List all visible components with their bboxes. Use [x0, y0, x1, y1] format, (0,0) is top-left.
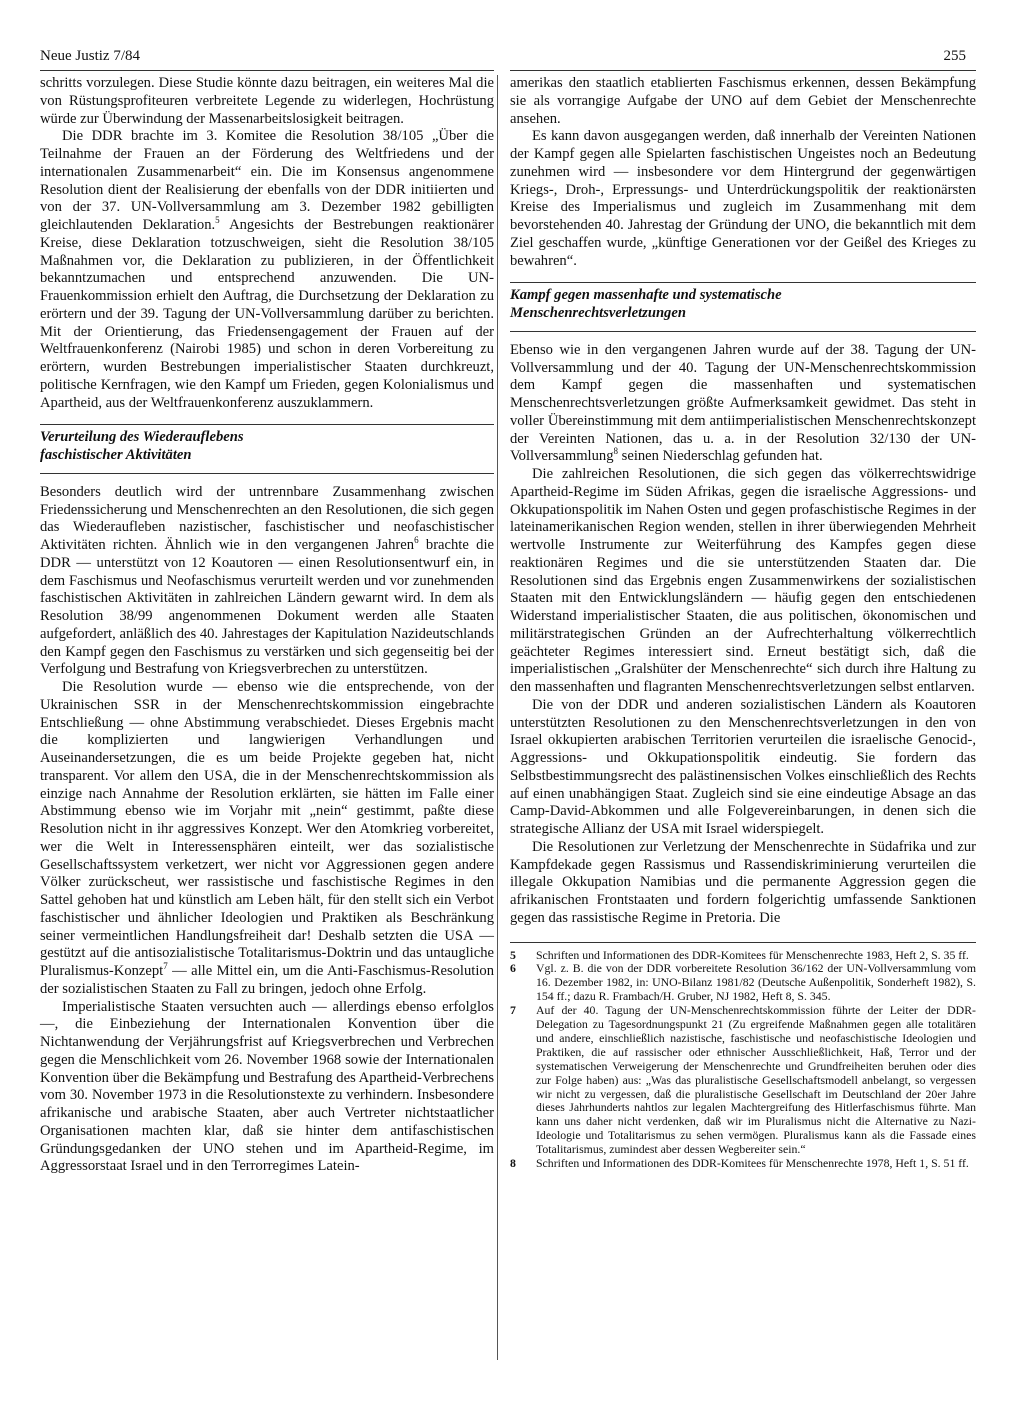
- text-run: — alle Mittel ein, um die Anti-Faschismus-Resolution der sozialistischen Staaten zu Fall zu bringen, jedoch ohne Erfolg.: [40, 963, 494, 997]
- heading-line: faschistischer Aktivitäten: [40, 447, 192, 463]
- footnote-ref[interactable]: 5: [215, 215, 220, 226]
- footnote-ref[interactable]: 7: [163, 961, 168, 972]
- paragraph: [40, 484, 494, 679]
- footnote-ref[interactable]: 6: [414, 535, 419, 546]
- paragraph: Die zahlreichen Resolutionen, die sich gegen das völkerrechtswidrige Apartheid-Regime im Süden Afrikas, gegen die israelische Aggressions- und Okkupationspolitik im Nahen Osten und gegen profaschistische Regimes in der lateinamerikanischen Region wenden, stellen in ihrer überwiegenden Mehrheit wertvolle Instrumente zur Weiterführung des Kampfes gegen diese reaktionären Regimes und die sie unterstützenden Staaten dar. Die Resolutionen sind das Ergebnis engen Zusammenwirkens der sozialistischen Staaten mit den Entwicklungsländern — häufig gegen den entschiedenen Widerstand imperialistischer Staaten, die aus politischen, ökonomischen und militärstrategischen Gründen an der Aufrechterhaltung völkerrechtlich geächteter Regimes interessiert sind. Erneut bestätigt sich, daß die imperialistischen „Gralshüter der Menschenrechte“ sich durch ihre Haltung zu den massenhaften und flagranten Menschenrechtsverletzungen selbst entlarven.: [510, 466, 976, 695]
- header-rule-right: [510, 70, 976, 71]
- page-number: 255: [943, 48, 966, 64]
- footnote-ref[interactable]: 8: [613, 446, 619, 457]
- paragraph: [40, 128, 494, 412]
- heading-line: Kampf gegen massenhafte und systematische: [510, 287, 782, 304]
- column-divider: [497, 75, 498, 1360]
- text-run: Ebenso wie in den vergangenen Jahren wurde auf der 38. Tagung der UN-Vollversammlung und der 40. Tagung der UN-Menschenrechtskommission dem Kampf gegen die massenhaften und systematischen Menschenrechtsverletzungen größte Aufmerksamkeit gewidmet. Das steht in voller Übereinstimmung mit dem antiimperialistischen Menschenrechtskonzept der Vereinten Nationen, das u. a. in der Resolution 32/130 der UN-Vollversammlung: [510, 341, 976, 465]
- paragraph: Die Resolutionen zur Verletzung der Menschenrechte in Südafrika und zur Kampfdekade gegen Rassismus und Rassendiskriminierung verurteilen die illegale Okkupation Namibias und die permanente Aggression gegen die afrikanischen Frontstaaten und fordern folgerichtig umfassende Sanktionen gegen das rassistische Regime in Pretoria. Die: [510, 838, 976, 926]
- section-heading: [40, 424, 494, 474]
- paragraph: schritts vorzulegen. Diese Studie könnte dazu beitragen, ein weiteres Mal die von Rüstungsprofiteuren verbreitete Legende zu widerlegen, Hochrüstung würde zur Überwindung der Massenarbeitslosigkeit beitragen.: [40, 75, 494, 127]
- section-heading: [510, 282, 976, 332]
- text-run: Die DDR brachte im 3. Komitee die Resolution 38/105 „Über die Teilnahme der Frauen an der Förderung des Weltfriedens und der internationalen Zusammenarbeit“ ein. Die im Konsensus angenommene Resolution dient der Realisierung der ebenfalls von der DDR initiierten und von der 37. UN-Vollversammlung am 3. Dezember 1982 gebilligten gleichlautenden Deklaration.: [40, 128, 494, 233]
- header-rule-left: [40, 70, 494, 71]
- text-run: Die Resolution wurde — ebenso wie die entsprechende, von der Ukrainischen SSR in der Menschenrechtskommission eingebrachte Entschließung — ohne Abstimmung verabschiedet. Dieses Ergebnis macht die komplizierten und langwierigen Verhandlungen und Auseinandersetzungen, die es um beide Projekte gegeben hat, nicht transparent. Vor allem den USA, die in der Menschenrechtskommission als einzige nach Annahme der Resolution erklärten, sie hätten im Falle einer Abstimmung ebenso wie im Vorjahr mit „nein“ gestimmt, paßte diese Resolution nicht in ihr aggressives Konzept. Wer den Atomkrieg vorbereitet, wer die Welt in Interessensphären einteilt, wer das sozialistische Gesellschaftssystem verketzert, wer nicht vor Aggressionen gegen andere Völker zurückscheut, wer rassistische und faschistische Regimes in den Sattel gehoben hat und künstlich am Leben hält, für den stellt sich ein Verbot faschistischer und ähnlicher Ideologien und Praktiken als Beschränkung seiner vermeintlichen Handlungsfreiheit dar! Deshalb setzten die USA — gestützt auf die antisozialistische Totalitarismus-Doktrin und das untaugliche Pluralismus-Konzept: [40, 679, 494, 979]
- footnote: [510, 1157, 976, 1171]
- right-column: [510, 75, 976, 1171]
- paragraph: Die von der DDR und anderen sozialistischen Ländern als Koautoren unterstützten Resolutionen zu den Menschenrechtsverletzungen in den von Israel okkupierten arabischen Territorien verurteilen die israelische Genocid-, Aggressions- und Okkupationspolitik eindeutig. Sie fordern das Selbstbestimmungsrecht des palästinensischen Volkes einschließlich des Rechts auf einen unabhängigen Staat. Zugleich sind sie eine eindeutige Absage an das Camp-David-Abkommen und alle Folgevereinbarungen, in denen sich die strategische Allianz der USA mit Israel widerspiegelt.: [510, 696, 976, 837]
- paragraph: amerikas den staatlich etablierten Faschismus erkennen, dessen Bekämpfung sie als vorrangige Aufgabe der UNO auf dem Gebiet der Menschenrechte ansehen.: [510, 75, 976, 127]
- paragraph: [510, 342, 976, 466]
- footnote: [510, 1004, 976, 1157]
- text-run: Besonders deutlich wird der untrennbare Zusammenhang zwischen Friedenssicherung und Menschenrechten an den Resolutionen, die sich gegen das Wiederaufleben nazistischer, faschistischer und neofaschistischer Aktivitäten richten. Ähnlich wie in den vergangenen Jahren: [40, 483, 494, 553]
- paragraph: Es kann davon ausgegangen werden, daß innerhalb der Vereinten Nationen der Kampf gegen alle Spielarten faschistischen Ungeistes noch an Bedeutung zunehmen wird — insbesondere vor dem Hintergrund der gegenwärtigen Kriegs-, Droh-, Erpressungs- und Unterdrückungspolitik der reaktionärsten Kreise des Imperialismus und zugleich im Zusammenhang mit dem bevorstehenden 40. Jahrestag der Gründung der UNO, die bekanntlich mit dem Ziel geschaffen wurde, „künftige Generationen vor der Geißel des Krieges zu bewahren“.: [510, 128, 976, 269]
- footnote-number: 6: [510, 961, 516, 976]
- footnote-text: Schriften und Informationen des DDR-Komitees für Menschenrechte 1978, Heft 1, S. 51 ff.: [536, 1156, 969, 1171]
- footnote-number: 7: [510, 1003, 516, 1018]
- footnote: [510, 949, 976, 963]
- text-run: Angesichts der Bestrebungen reaktionärer Kreise, diese Deklaration totzuschweigen, sieht die Resolution 38/105 Maßnahmen vor, die Deklaration zu publizieren, in der Öffentlichkeit bekanntzumachen und entsprechend anzuwenden. Die UN-Frauenkommission erhielt den Auftrag, die Durchsetzung der Deklaration zu erörtern und der 39. Tagung der UN-Vollversammlung darüber zu berichten. Mit der Orientierung, das Friedensengagement der Frauen auf der Weltfrauenkonferenz (Nairobi 1985) und schon in deren Vorbereitung zu erörtern, wurden Bestrebungen imperialistischer Staaten durchkreuzt, politische Kernfragen, wie den Kampf um Frieden, gegen Kolonialismus und Apartheid, aus der Weltfrauenkonferenz auszuklammern.: [40, 217, 494, 411]
- footnote-number: 5: [510, 947, 516, 962]
- running-head: Neue Justiz 7/84: [40, 48, 140, 64]
- footnote-number: 8: [510, 1156, 516, 1171]
- text-run: brachte die DDR — unterstützt von 12 Koautoren — einen Resolutionsentwurf ein, in dem Faschismus und Neofaschismus verurteilt werden und vor zunehmenden faschistischen Aktivitäten in zahlreichen Ländern gewarnt wird. In dem als Resolution 38/99 angenommenen Dokument werden alle Staaten aufgefordert, anläßlich des 40. Jahrestages der Kapitulation Nazideutschlands den Kampf gegen den Faschismus zu verstärken und sich gegenseitig bei der Verfolgung und Bestrafung von Kriegsverbrechen zu unterstützen.: [40, 537, 495, 678]
- footnote-text: Vgl. z. B. die von der DDR vorbereitete Resolution 36/162 der UN-Vollversammlung vom 16. Dezember 1982, in: UNO-Bilanz 1981/82 (Deutsche Außenpolitik, Sonderheft 1982), S. 154 ff.; dazu R. Frambach/H. Gruber, NJ 1982, Heft 8, S. 345.: [536, 961, 976, 1004]
- footnote: [510, 962, 976, 1004]
- text-run: seinen Niederschlag gefunden hat.: [618, 448, 823, 465]
- left-column: [40, 75, 494, 1176]
- paragraph: [40, 679, 494, 999]
- paragraph: Imperialistische Staaten versuchten auch — allerdings ebenso erfolglos —, die Einbeziehung der Internationalen Konvention über die Nichtanwendung der Verjährungsfrist auf Kriegsverbrechen und Verbrechen gegen die Menschlichkeit vom 26. November 1968 sowie der Internationalen Konvention über die Bekämpfung und Bestrafung des Apartheid-Verbrechens vom 30. November 1973 in die Resolutionstexte zu verhindern. Insbesondere afrikanische und arabische Staaten, aber auch Vertreter nichtstaatlicher Organisationen machten klar, daß sie hinter dem antifaschistischen Gründungsgedanken der UNO stehen und im Apartheid-Regime, im Aggressorstaat Israel und in den Terrorregimes Latein-: [40, 998, 494, 1175]
- footnote-text: Auf der 40. Tagung der UN-Menschenrechtskommission führte der Leiter der DDR-Delegation zu Tagesordnungspunkt 21 (Zu ergreifende Maßnahmen gegen alle totalitären und andere, einschließlich nazistische, faschistische und neofaschistische Ideologien und Praktiken, die auf rassischer oder ethnischer Ausschließlichkeit, Haß, Terror und der systematischen Verweigerung der Menschenrechte und Grundfreiheiten beruhen oder dies zur Folge haben) aus: „Was das pluralistische Gesellschaftsmodell anbelangt, so vergessen wir nicht zu vergessen, daß die pluralistische Gesellschaft im Deutschland der 20er Jahre dieses Jahrhunderts nahtlos zur legalen Machtergreifung des Hitlerfaschismus führte. Man kann uns daher nicht verdenken, daß wir im Pluralismus nicht die Alternative zu Nazi-Ideologie und Totalitarismus zu sehen vermögen. Pluralismus kann als die Fassade eines Totalitarismus, zumindest aber dessen Wegbereiter sein.“: [536, 1003, 976, 1157]
- heading-line: Menschenrechtsverletzungen: [510, 305, 686, 321]
- heading-line: Verurteilung des Wiederauflebens: [40, 429, 244, 446]
- footnotes: [510, 942, 976, 1172]
- footnote-text: Schriften und Informationen des DDR-Komitees für Menschenrechte 1983, Heft 2, S. 35 ff.: [536, 947, 969, 962]
